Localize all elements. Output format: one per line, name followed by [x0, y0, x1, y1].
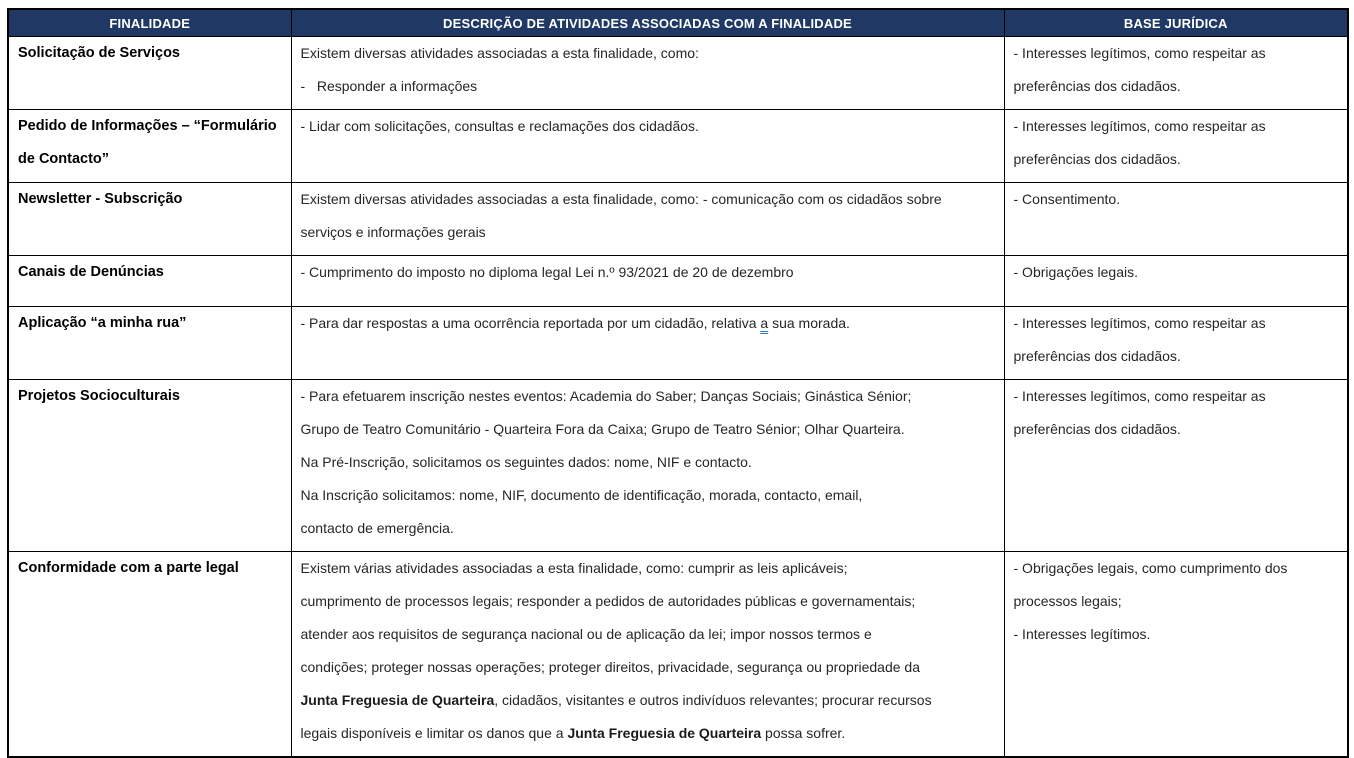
cell-finalidade — [8, 380, 291, 552]
descricao-line: atender aos requisitos de segurança nacional ou de aplicação da lei; impor nossos termos e — [300, 626, 872, 642]
base-line: - Consentimento. — [1013, 191, 1121, 207]
finalidade-text: de Contacto” — [18, 151, 110, 167]
table-row-conformidade-legal — [8, 552, 1348, 758]
cell-descricao — [291, 110, 1004, 183]
header-finalidade: FINALIDADE — [8, 9, 291, 37]
descricao-segment: , cidadãos, visitantes e outros indivíduos relevantes; procurar recursos — [494, 692, 932, 708]
cell-descricao — [291, 37, 1004, 110]
base-line: preferências dos cidadãos. — [1013, 78, 1181, 94]
finalidade-text: Pedido de Informações – “Formulário — [18, 118, 277, 134]
cell-base-juridica — [1004, 307, 1348, 380]
cell-base-juridica — [1004, 552, 1348, 758]
descricao-line: Existem várias atividades associadas a esta finalidade, como: cumprir as leis aplicáveis; — [300, 560, 848, 576]
cell-descricao — [291, 183, 1004, 256]
descricao-line: Existem diversas atividades associadas a esta finalidade, como: — [300, 45, 699, 61]
cell-base-juridica — [1004, 110, 1348, 183]
cell-finalidade — [8, 37, 291, 110]
finalidade-text: Projetos Socioculturais — [18, 388, 180, 404]
table-row-newsletter — [8, 183, 1348, 256]
base-line: - Interesses legítimos. — [1013, 626, 1151, 642]
cell-descricao — [291, 552, 1004, 758]
cell-finalidade — [8, 256, 291, 307]
finalidade-text: Newsletter - Subscrição — [18, 191, 183, 207]
header-descricao: DESCRIÇÃO DE ATIVIDADES ASSOCIADAS COM A FINALIDADE — [291, 9, 1004, 37]
grammar-check-underline: a — [760, 315, 769, 331]
descricao-line: Existem diversas atividades associadas a esta finalidade, como: - comunicação com os cidadãos sobre — [300, 191, 942, 207]
base-line: preferências dos cidadãos. — [1013, 151, 1181, 167]
table-row-solicitacao-servicos — [8, 37, 1348, 110]
cell-finalidade — [8, 307, 291, 380]
descricao-segment: legais disponíveis e limitar os danos que a — [300, 725, 568, 741]
cell-descricao — [291, 380, 1004, 552]
privacy-purposes-table — [7, 8, 1349, 758]
descricao-line: - Para efetuarem inscrição nestes eventos: Academia do Saber; Danças Sociais; Ginástica Sénior; — [300, 388, 912, 404]
descricao-segment: - Para dar respostas a uma ocorrência reportada por um cidadão, relativa — [300, 315, 761, 331]
cell-finalidade — [8, 110, 291, 183]
descricao-line: cumprimento de processos legais; responder a pedidos de autoridades públicas e governamentais; — [300, 593, 916, 609]
cell-finalidade — [8, 183, 291, 256]
table-row-canais-denuncias — [8, 256, 1348, 307]
table-row-aplicacao-a-minha-rua — [8, 307, 1348, 380]
cell-descricao — [291, 307, 1004, 380]
table-row-projetos-socioculturais — [8, 380, 1348, 552]
entity-name-bold: Junta Freguesia de Quarteira — [300, 692, 495, 708]
descricao-line — [301, 313, 995, 333]
finalidade-text: Conformidade com a parte legal — [18, 560, 239, 576]
descricao-line: - Lidar com solicitações, consultas e reclamações dos cidadãos. — [300, 118, 699, 134]
cell-finalidade — [8, 552, 291, 758]
cell-base-juridica — [1004, 183, 1348, 256]
base-line: preferências dos cidadãos. — [1013, 421, 1181, 437]
table-row-pedido-informacoes — [8, 110, 1348, 183]
base-line: - Interesses legítimos, como respeitar as — [1013, 388, 1266, 404]
descricao-segment: sua morada. — [768, 315, 850, 331]
descricao-line — [301, 723, 995, 743]
finalidade-text: Aplicação “a minha rua” — [18, 315, 187, 331]
entity-name-bold: Junta Freguesia de Quarteira — [567, 725, 762, 741]
descricao-line: condições; proteger nossas operações; proteger direitos, privacidade, segurança ou propriedade da — [300, 659, 920, 675]
descricao-segment: possa sofrer. — [761, 725, 846, 741]
descricao-line: serviços e informações gerais — [300, 224, 486, 240]
descricao-line: contacto de emergência. — [300, 520, 454, 536]
descricao-line: Na Inscrição solicitamos: nome, NIF, documento de identificação, morada, contacto, email, — [300, 487, 863, 503]
cell-descricao — [291, 256, 1004, 307]
descricao-line — [301, 690, 995, 710]
finalidade-text: Solicitação de Serviços — [18, 45, 180, 61]
finalidade-text: Canais de Denúncias — [18, 264, 164, 280]
descricao-line: - Cumprimento do imposto no diploma legal Lei n.º 93/2021 de 20 de dezembro — [300, 264, 794, 280]
cell-base-juridica — [1004, 37, 1348, 110]
header-base-juridica: BASE JURÍDICA — [1004, 9, 1348, 37]
base-line: processos legais; — [1013, 593, 1122, 609]
descricao-line: - Responder a informações — [300, 78, 478, 94]
base-line: - Obrigações legais. — [1013, 264, 1139, 280]
base-line: - Interesses legítimos, como respeitar as — [1013, 45, 1266, 61]
descricao-line: Na Pré-Inscrição, solicitamos os seguintes dados: nome, NIF e contacto. — [300, 454, 752, 470]
cell-base-juridica — [1004, 380, 1348, 552]
base-line: - Obrigações legais, como cumprimento dos — [1013, 560, 1288, 576]
descricao-line: Grupo de Teatro Comunitário - Quarteira Fora da Caixa; Grupo de Teatro Sénior; Olhar Quarteira. — [300, 421, 905, 437]
cell-base-juridica — [1004, 256, 1348, 307]
base-line: preferências dos cidadãos. — [1013, 348, 1181, 364]
base-line: - Interesses legítimos, como respeitar as — [1013, 315, 1266, 331]
base-line: - Interesses legítimos, como respeitar as — [1013, 118, 1266, 134]
table-header-row — [8, 9, 1348, 37]
